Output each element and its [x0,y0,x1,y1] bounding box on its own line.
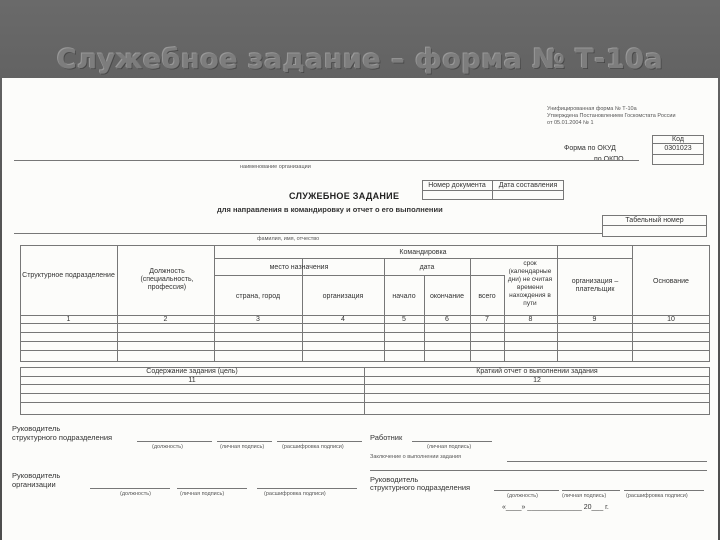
caption-decode: (расшифровка подписи) [282,444,344,450]
task-report-num: 12 [533,377,541,384]
col-term: срок (календарные дни) не считая времени нахождения в пути [507,260,553,307]
col-num: 10 [667,316,675,323]
trip-table-vline [557,245,558,362]
code-label: Код [672,136,684,143]
signature-line [412,441,492,442]
conclusion-line [370,470,707,471]
unified-form-line-1: Унифицированная форма № Т-10а [547,106,637,112]
col-total: всего [478,293,496,300]
head-structural-line-2: структурного подразделения [12,433,113,442]
task-content-header: Содержание задания (цель) [146,368,238,375]
head-org-line-1: Руководитель [12,471,61,480]
trip-table-vline [632,245,633,362]
form-document [2,78,718,540]
col-num: 2 [163,316,168,323]
worker-label: Работник [370,433,403,442]
signature-line [217,441,272,442]
caption-position-3: (должность) [507,493,538,499]
task-content-num: 11 [188,377,196,384]
doc-date-header: Дата составления [498,182,558,189]
conclusion-line [507,461,707,462]
caption-decode-2: (расшифровка подписи) [264,491,326,497]
form-subtitle: для направления в командировку и отчет о его выполнении [217,205,443,214]
trip-table-vline [470,258,471,362]
trip-table-hline [20,350,710,351]
signature-line [494,490,559,491]
caption-position: (должность) [152,444,183,450]
task-table-hline [20,402,710,403]
unified-form-line-3: от 05.01.2004 № 1 [547,120,594,126]
trip-table-hline [20,332,710,333]
head-structural-line-1: Руководитель [12,424,61,433]
trip-table-hline [214,275,504,276]
trip-table-vline [214,245,215,362]
trip-table [20,245,710,362]
signature-line [562,490,620,491]
tab-number-divider [602,225,707,226]
signature-line [177,488,247,489]
col-num: 8 [528,316,533,323]
col-paid-by: организация – плательщик [571,278,619,293]
conclusion-label: Заключение о выполнении задания [370,454,462,460]
task-table-hline [20,393,710,394]
signature-line [624,490,704,491]
okud-value: 0301023 [664,145,692,152]
slide-title: Служебное задание – форма № Т-10а [56,44,664,75]
col-org: организация [322,293,364,300]
form-title: СЛУЖЕБНОЕ ЗАДАНИЕ [289,191,400,201]
col-structural: Структурное подразделение [22,272,115,279]
col-num: 1 [66,316,71,323]
org-name-line [14,160,639,161]
trip-table-hline [214,258,632,259]
code-box-divider-2 [652,154,704,155]
trip-group-header: Командировка [399,249,447,256]
col-num: 9 [592,316,597,323]
caption-signature-3: (личная подпись) [427,444,472,450]
col-country: страна, город [235,293,281,300]
doc-box-divider [422,190,564,191]
fio-caption: фамилия, имя, отчество [257,236,320,242]
task-report-header: Краткий отчет о выполнении задания [476,368,598,375]
doc-number-header: Номер документа [428,182,486,189]
unified-form-line-2: Утверждена Постановлением Госкомстата России [547,113,676,119]
signature-line [257,488,357,489]
col-start: начало [392,293,416,300]
signature-line [137,441,212,442]
col-num: 3 [256,316,260,323]
caption-decode-3: (расшифровка подписи) [626,493,688,499]
org-name-caption: наименование организации [240,164,311,170]
caption-signature: (личная подпись) [220,444,265,450]
caption-position-2: (должность) [120,491,151,497]
trip-table-vline [117,245,118,362]
tab-number-label: Табельный номер [625,217,684,224]
signature-line [90,488,170,489]
fio-line [14,233,602,234]
caption-signature-4: (личная подпись) [562,493,607,499]
col-num: 5 [402,316,406,323]
okpo-label: по ОКПО [594,156,624,163]
head-structural-right-1: Руководитель [370,475,419,484]
signature-line [277,441,362,442]
col-destination: место назначения [269,264,329,271]
trip-table-vline [384,258,385,362]
head-org-line-2: организации [12,480,56,489]
col-num: 7 [485,316,489,323]
col-num: 4 [341,316,345,323]
okud-label: Форма по ОКУД [564,145,616,152]
col-date: дата [419,264,435,271]
trip-table-hline [20,341,710,342]
col-basis: Основание [653,278,689,285]
caption-signature-2: (личная подпись) [180,491,225,497]
col-num: 6 [445,316,449,323]
col-end: окончание [429,293,464,300]
col-position: Должность (специальность, профессия) [140,268,194,291]
date-line: «____» ______________ 20___ г. [502,504,609,511]
head-structural-right-2: структурного подразделения [370,483,471,492]
trip-table-vline [302,258,303,362]
